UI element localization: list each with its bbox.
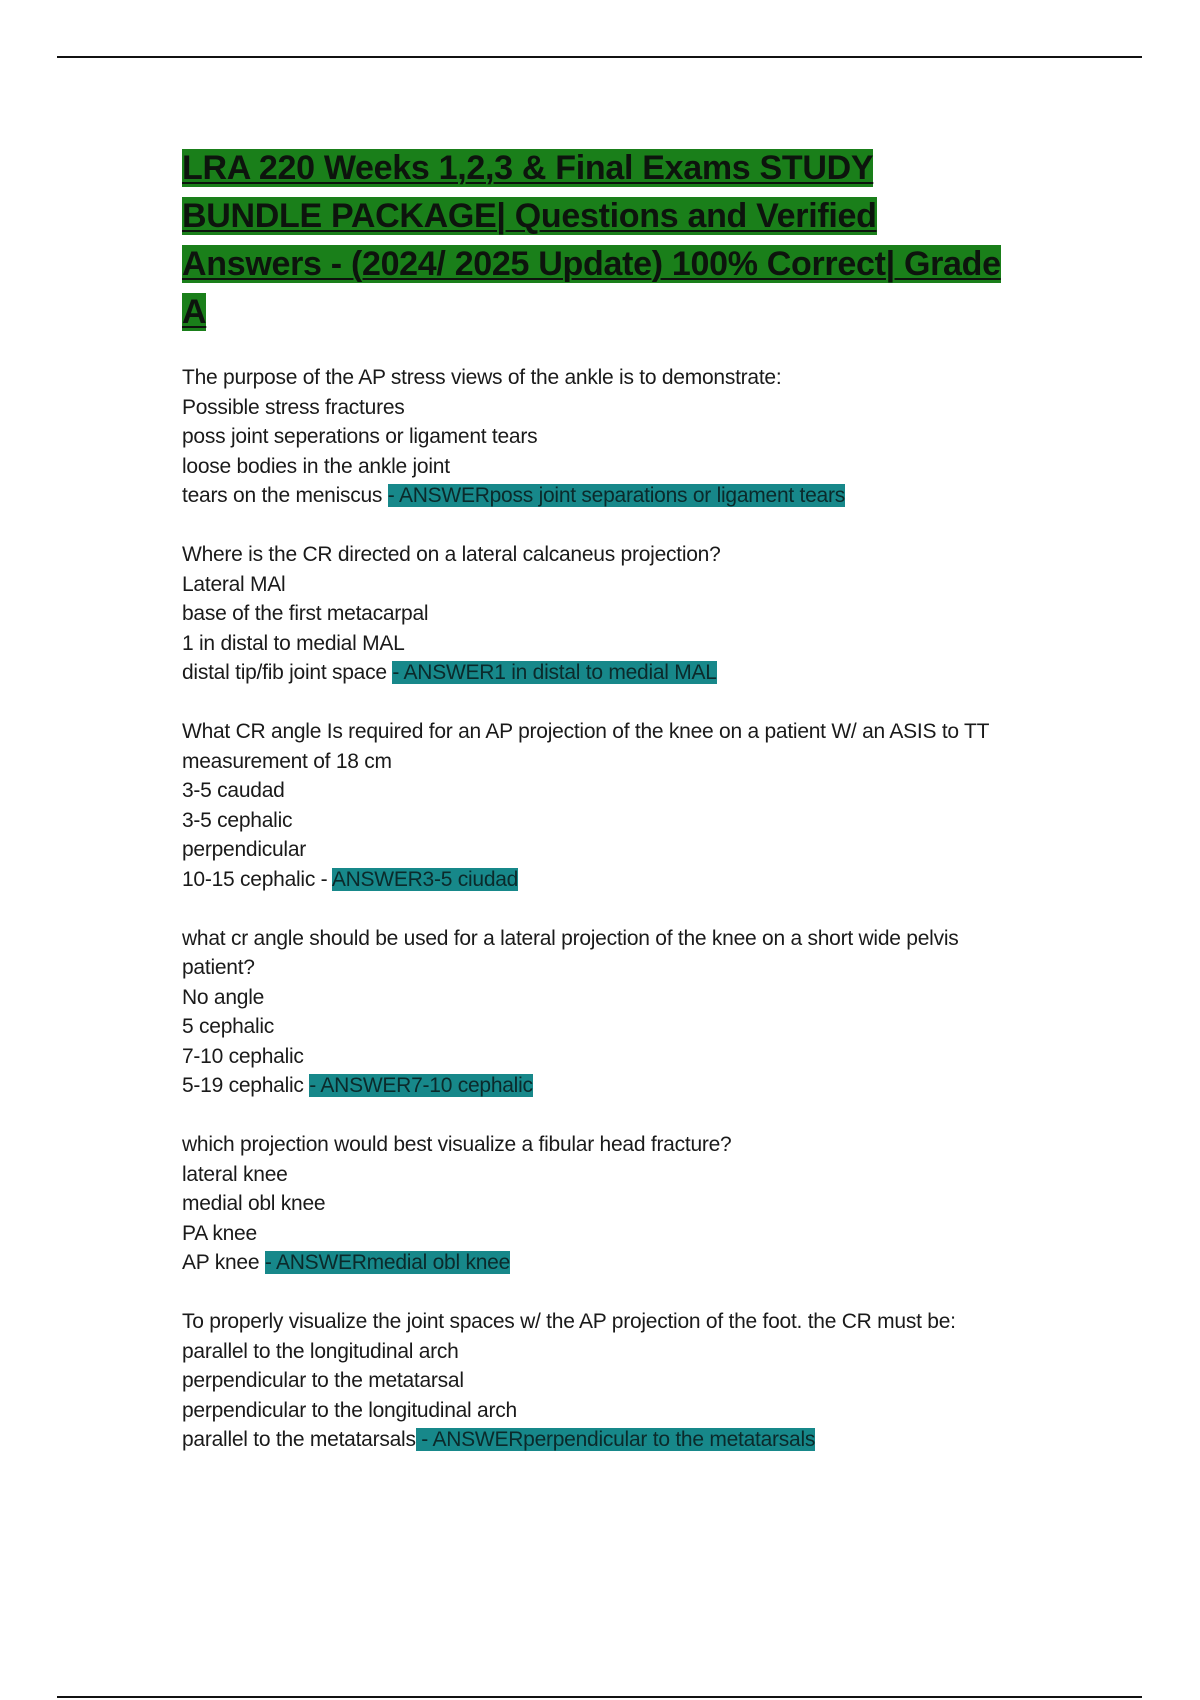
question-block — [182, 363, 1012, 511]
question-list — [182, 363, 1012, 1455]
option-text: AP knee — [182, 1251, 265, 1275]
option-text: perpendicular — [182, 838, 307, 862]
option-text: perpendicular to the longitudinal arch — [182, 1398, 517, 1422]
option-text: 1 in distal to medial MAL — [182, 631, 405, 655]
question-text: To properly visualize the joint spaces w/ the AP projection of the foot. the CR must be: — [182, 1310, 956, 1334]
answer-highlight: - ANSWER7-10 cephalic — [309, 1074, 533, 1098]
option-text: poss joint seperations or ligament tears — [182, 425, 538, 449]
option-text: 7-10 cephalic — [182, 1044, 304, 1068]
question-text: what cr angle should be used for a lateral projection of the knee on a short wide pelvis patient? — [182, 926, 959, 980]
bottom-rule — [57, 1696, 1142, 1698]
option-text: 3-5 caudad — [182, 779, 285, 803]
option-text: 5-19 cephalic — [182, 1074, 310, 1098]
option-text: perpendicular to the metatarsal — [182, 1369, 464, 1393]
option-text: Possible stress fractures — [182, 395, 405, 419]
option-text: 3-5 cephalic — [182, 808, 293, 832]
question-block — [182, 1307, 1012, 1455]
option-text: 10-15 cephalic - — [182, 867, 332, 891]
last-option-line — [182, 481, 1012, 511]
option-text: 5 cephalic — [182, 1015, 275, 1039]
question-text: What CR angle Is required for an AP projection of the knee on a patient W/ an ASIS to TT measurement of 18 cm — [182, 719, 989, 773]
option-text: No angle — [182, 985, 265, 1009]
last-option-line — [182, 1425, 1012, 1455]
answer-highlight: ANSWER3-5 ciudad — [331, 867, 519, 891]
option-text: base of the first metacarpal — [182, 602, 429, 626]
last-option-line — [182, 1071, 1012, 1101]
question-block — [182, 717, 1012, 895]
question-text: which projection would best visualize a fibular head fracture? — [182, 1133, 732, 1157]
document-title-text: LRA 220 Weeks 1,2,3 & Final Exams STUDY BUNDLE PACKAGE| Questions and Verified Answers - (2024/ 2025 Update) 100% Correct| Grade A — [182, 149, 1001, 331]
answer-highlight: - ANSWERmedial obl knee — [264, 1251, 511, 1275]
question-block — [182, 540, 1012, 688]
option-text: parallel to the metatarsals — [182, 1428, 416, 1452]
question-text: The purpose of the AP stress views of the ankle is to demonstrate: — [182, 366, 782, 389]
question-text: Where is the CR directed on a lateral calcaneus projection? — [182, 542, 721, 566]
option-text: PA knee — [182, 1221, 257, 1245]
option-text: Lateral MAl — [182, 572, 286, 596]
answer-highlight: - ANSWERposs joint separations or ligament tears — [387, 484, 845, 508]
option-text: lateral knee — [182, 1162, 288, 1186]
top-rule — [57, 56, 1142, 58]
option-text: parallel to the longitudinal arch — [182, 1339, 459, 1363]
question-block — [182, 924, 1012, 1102]
answer-highlight: - ANSWER1 in distal to medial MAL — [392, 661, 717, 685]
option-text: distal tip/fib joint space — [182, 661, 393, 685]
document-body — [182, 144, 1012, 1484]
last-option-line — [182, 1248, 1012, 1278]
option-text: medial obl knee — [182, 1192, 326, 1216]
question-block — [182, 1130, 1012, 1278]
last-option-line — [182, 658, 1012, 688]
last-option-line — [182, 865, 1012, 895]
option-text: loose bodies in the ankle joint — [182, 454, 450, 478]
document-title — [182, 144, 1012, 336]
answer-highlight: - ANSWERperpendicular to the metatarsals — [415, 1428, 816, 1452]
option-text: tears on the meniscus — [182, 484, 388, 508]
